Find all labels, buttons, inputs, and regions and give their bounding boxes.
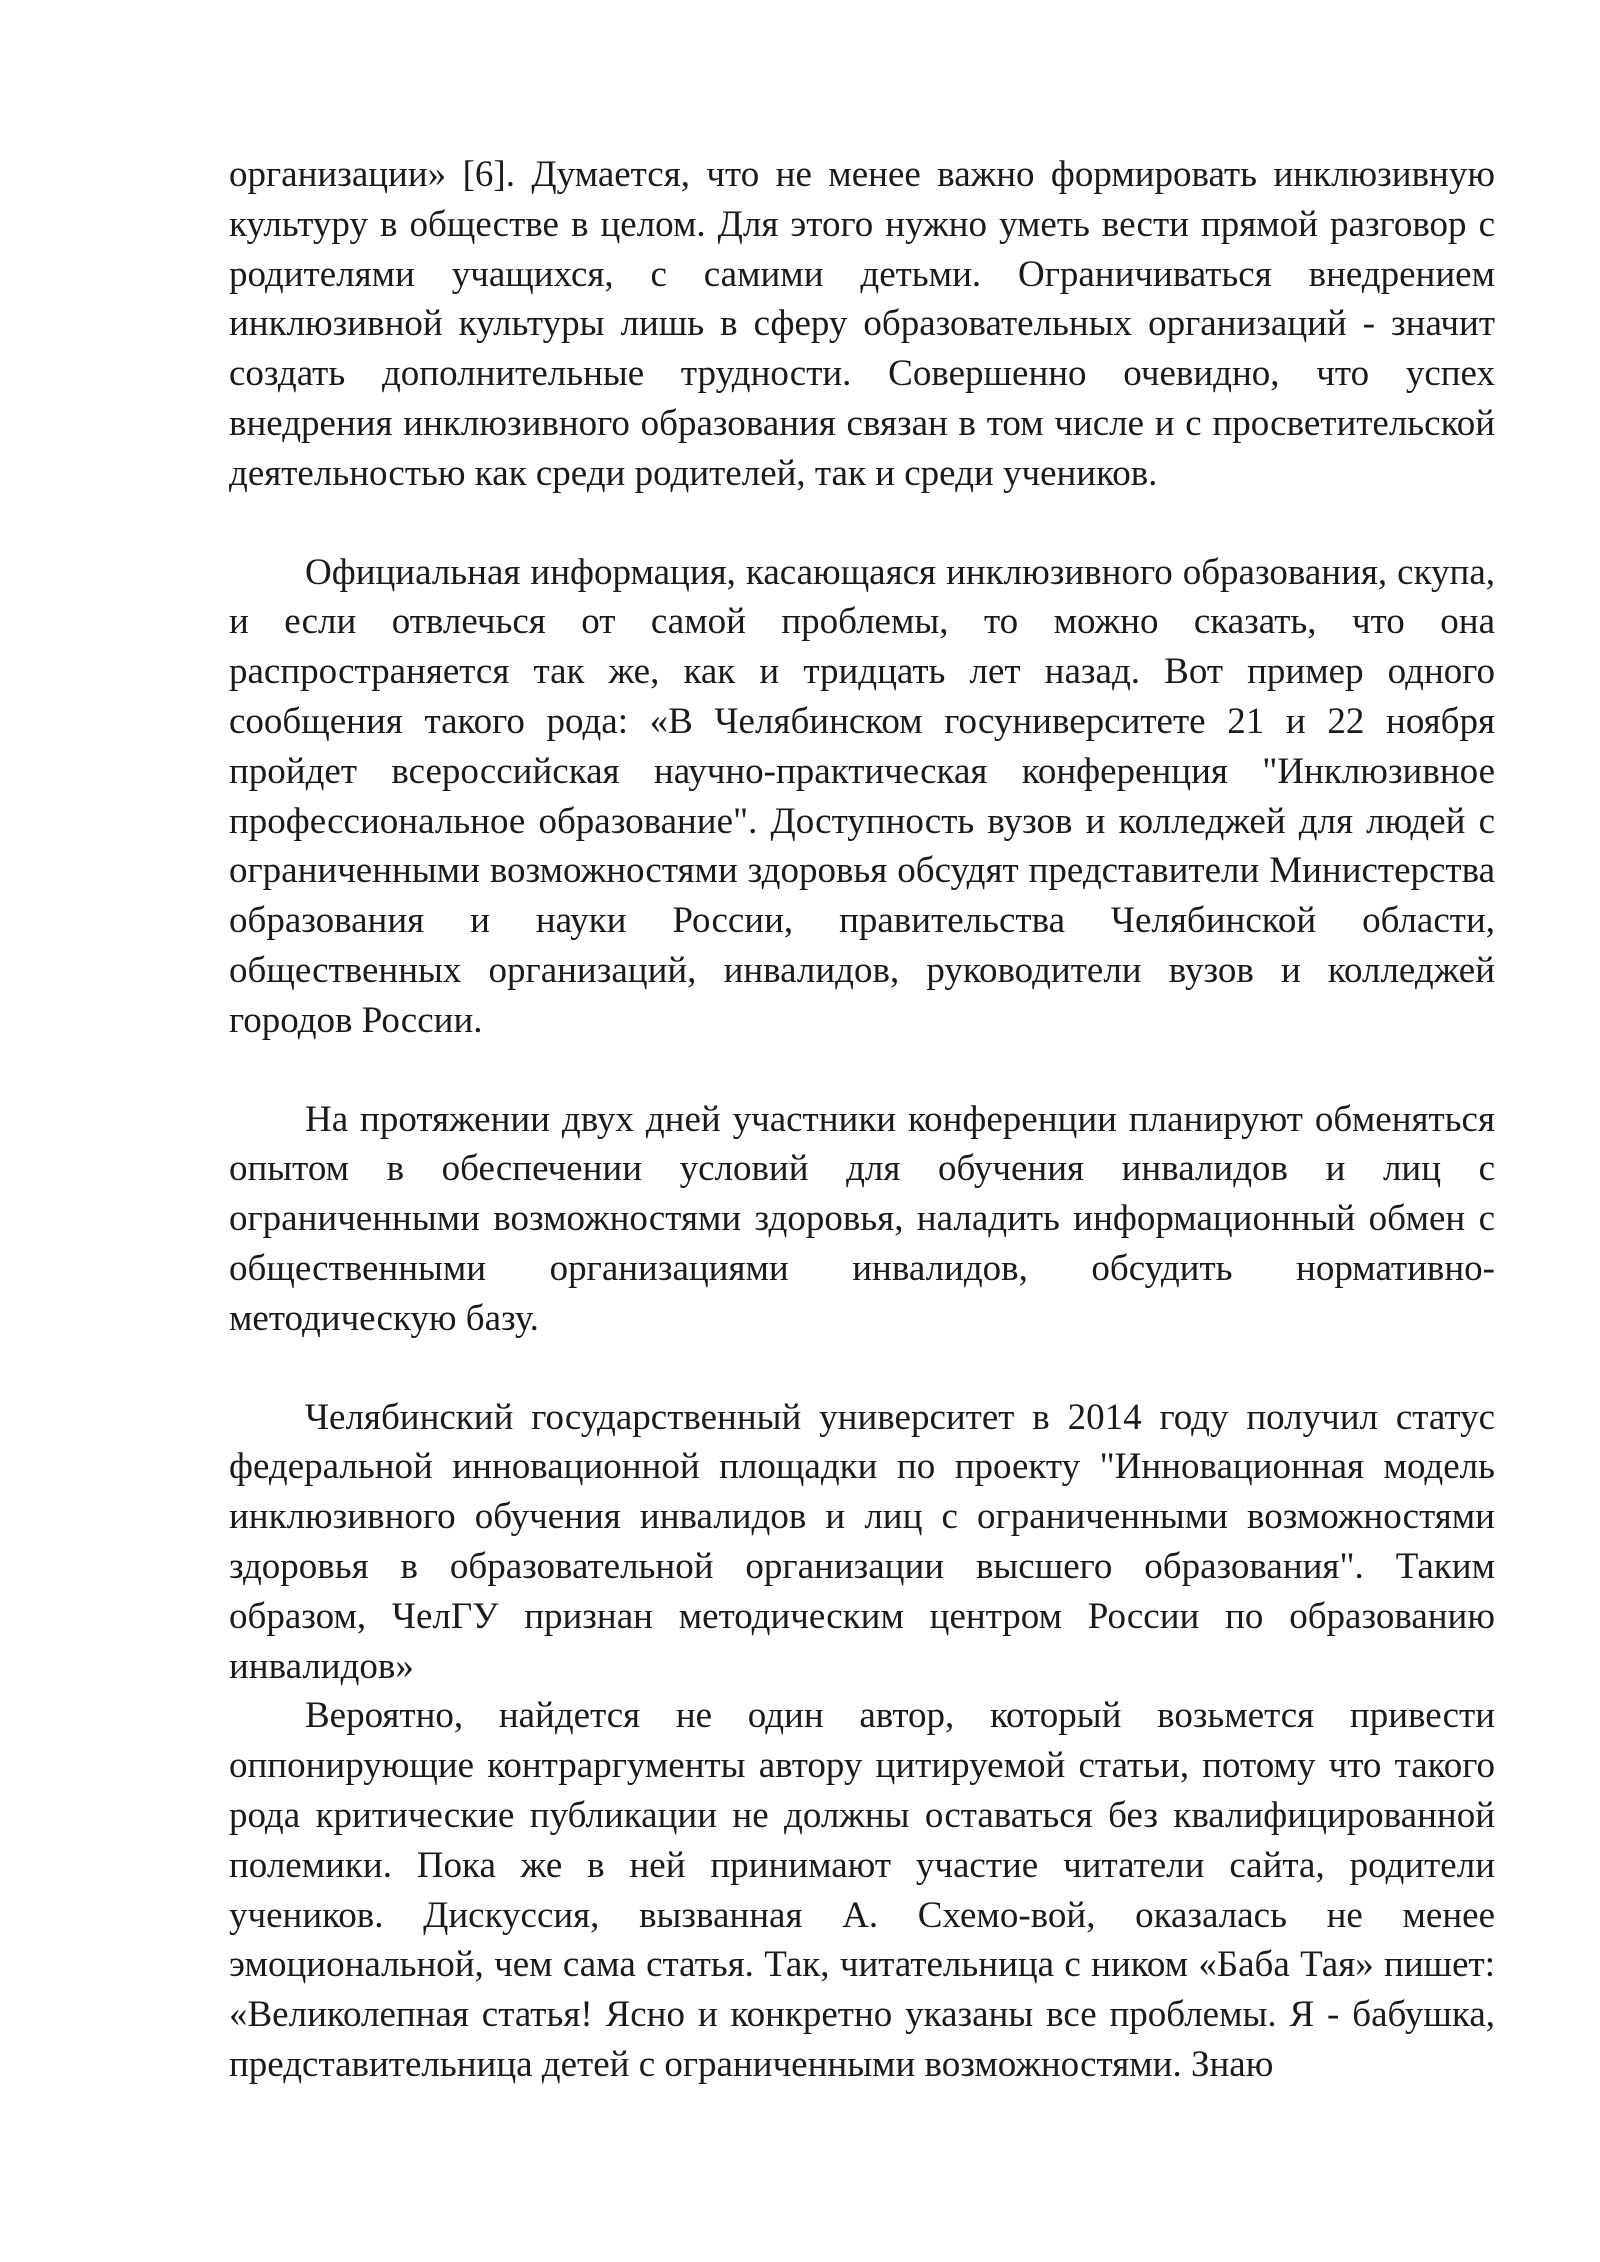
paragraph-4: Челябинский государственный университет в 2014 году получил статус федеральной инновационной площадки по проекту "Инновационная модель инклюзивного обучения инвалидов и лиц с ограниченными возможностями здоровья в образовательной организации высшего образования". Таким образом, ЧелГУ признан методическим центром России по образованию инвалидов» (229, 1396, 1495, 1687)
paragraph-3: На протяжении двух дней участники конференции планируют обменяться опытом в обеспечении условий для обучения инвалидов и лиц с ограниченными возможностями здоровья, наладить информационный обмен с общественными организациями инвалидов, обсудить нормативно-методическую базу. (229, 1098, 1495, 1339)
paragraph-1: организации» [6]. Думается, что не менее важно формировать инклюзивную культуру в обществе в целом. Для этого нужно уметь вести прямой разговор с родителями учащихся, с самими детьми. Ограничиваться внедрением инклюзивной культуры лишь в сферу образовательных организаций - значит создать дополнительные трудности. Совершенно очевидно, что успех внедрения инклюзивного образования связан в том числе и с просветительской деятельностью как среди родителей, так и среди учеников. (229, 154, 1495, 494)
paragraph-5: Вероятно, найдется не один автор, который возьмется привести оппонирующие контраргументы автору цитируемой статьи, потому что такого рода критические публикации не должны оставаться без квалифицированной полемики. Пока же в ней принимают участие читатели сайта, родители учеников. Дискуссия, вызванная А. Схемо-вой, оказалась не менее эмоциональной, чем сама статья. Так, читательница с ником «Баба Тая» пишет: «Великолепная статья! Ясно и конкретно указаны все проблемы. Я - бабушка, представительница детей с ограниченными возможностями. Знаю (229, 1695, 1495, 2085)
document-page (229, 150, 1495, 2090)
paragraph-2: Официальная информация, касающаяся инклюзивного образования, скупа, и если отвлечься от самой проблемы, то можно сказать, что она распространяется так же, как и тридцать лет назад. Вот пример одного сообщения такого рода: «В Челябинском госуниверситете 21 и 22 ноября пройдет всероссийская научно-практическая конференция "Инклюзивное профессиональное образование". Доступность вузов и колледжей для людей с ограниченными возможностями здоровья обсудят представители Министерства образования и науки России, правительства Челябинской области, общественных организаций, инвалидов, руководители вузов и колледжей городов России. (229, 551, 1495, 1041)
